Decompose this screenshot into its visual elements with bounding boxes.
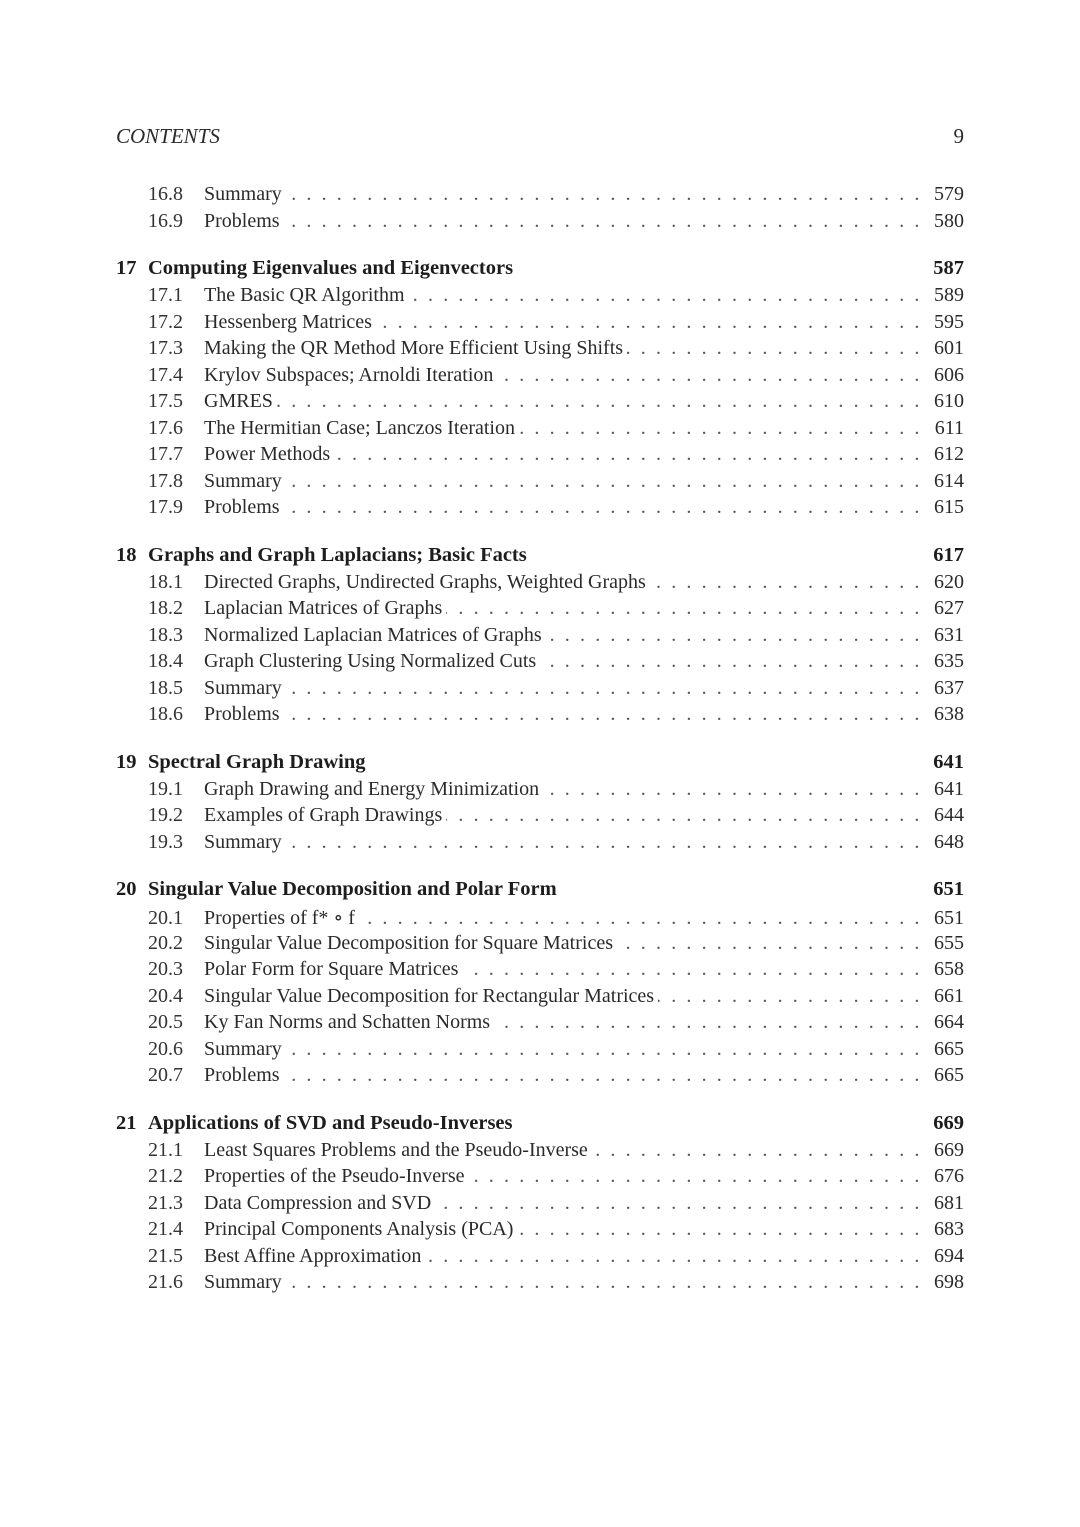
section-title: Summary: [204, 1037, 282, 1060]
toc-section-entry[interactable]: [116, 958, 964, 985]
section-title: Hessenberg Matrices: [204, 310, 372, 333]
dot-leader: [543, 778, 928, 801]
toc-section-entry[interactable]: [116, 1011, 964, 1038]
toc-section-entry[interactable]: [116, 703, 964, 730]
section-number: 19.1: [148, 777, 183, 800]
toc-section-entry[interactable]: [116, 597, 964, 624]
section-page-number: 676: [934, 1165, 964, 1187]
section-title: Properties of the Pseudo-Inverse: [204, 1165, 465, 1187]
dot-leader: [286, 1271, 928, 1294]
dot-leader: [546, 624, 928, 647]
section-page-number: 631: [934, 623, 964, 646]
chapter-title: Singular Value Decomposition and Polar Form: [148, 878, 557, 900]
section-page-number: 589: [934, 284, 964, 306]
chapter-title: Computing Eigenvalues and Eigenvectors: [148, 257, 514, 279]
section-title: Least Squares Problems and the Pseudo-Inverse: [204, 1138, 588, 1161]
dot-leader: [376, 311, 928, 334]
section-number: 20.4: [148, 984, 183, 1007]
toc-section-entry[interactable]: [116, 650, 964, 677]
section-page-number: 664: [934, 1011, 964, 1033]
dot-leader: [517, 1218, 928, 1241]
section-title: Normalized Laplacian Matrices of Graphs: [204, 623, 542, 646]
section-title: GMRES: [204, 390, 273, 412]
section-page-number: 665: [934, 1037, 964, 1060]
toc-chapter-entry[interactable]: [116, 257, 964, 284]
section-page-number: 615: [934, 496, 964, 518]
section-number: 19.2: [148, 804, 183, 826]
dot-leader: [284, 210, 928, 233]
chapter-page-number: 617: [933, 543, 964, 566]
dot-leader: [650, 571, 928, 594]
section-number: 21.1: [148, 1138, 183, 1161]
section-title: Graph Drawing and Energy Minimization: [204, 777, 540, 800]
chapter-title: Graphs and Graph Laplacians; Basic Facts: [148, 543, 527, 566]
section-number: 17.1: [148, 284, 183, 306]
section-title: Summary: [204, 1271, 282, 1293]
section-page-number: 601: [934, 337, 964, 359]
section-title: Summary: [204, 830, 282, 853]
section-page-number: 580: [934, 209, 964, 232]
dot-leader: [462, 958, 928, 981]
dot-leader: [446, 597, 928, 620]
section-page-number: 610: [934, 390, 964, 412]
section-number: 21.4: [148, 1218, 183, 1240]
toc-section-entry[interactable]: [116, 390, 964, 417]
toc-section-entry[interactable]: [116, 470, 964, 497]
section-number: 17.7: [148, 443, 183, 465]
dot-leader: [617, 932, 928, 955]
section-number: 16.8: [148, 183, 183, 205]
toc-section-entry[interactable]: [116, 496, 964, 523]
section-number: 18.6: [148, 703, 183, 725]
dot-leader: [446, 804, 928, 827]
dot-leader: [469, 1165, 929, 1188]
section-page-number: 648: [934, 830, 964, 853]
chapter-page-number: 641: [933, 750, 964, 773]
section-page-number: 669: [934, 1138, 964, 1161]
toc-section-entry[interactable]: [116, 1064, 964, 1091]
dot-leader: [284, 496, 928, 519]
running-head: [116, 124, 964, 154]
toc-section-entry[interactable]: [116, 778, 964, 805]
dot-leader: [658, 985, 928, 1008]
toc-section-entry[interactable]: [116, 1165, 964, 1192]
section-page-number: 606: [934, 363, 964, 386]
section-number: 20.7: [148, 1064, 183, 1086]
toc-section-entry[interactable]: [116, 443, 964, 470]
chapter-page-number: 651: [933, 878, 964, 900]
section-number: 17.9: [148, 496, 183, 518]
section-title: Polar Form for Square Matrices: [204, 958, 459, 980]
chapter-number: 18: [116, 543, 137, 566]
section-title: Examples of Graph Drawings: [204, 804, 443, 826]
section-number: 20.5: [148, 1011, 183, 1033]
section-title: The Hermitian Case; Lanczos Iteration: [204, 416, 515, 439]
toc-section-entry[interactable]: [116, 1139, 964, 1166]
section-title: Problems: [204, 209, 280, 232]
chapter-number: 17: [116, 257, 137, 279]
section-title: Laplacian Matrices of Graphs: [204, 597, 443, 619]
toc-section-entry[interactable]: [116, 1245, 964, 1272]
chapter-number: 19: [116, 750, 137, 773]
section-title: Directed Graphs, Undirected Graphs, Weighted Graphs: [204, 570, 646, 593]
section-page-number: 694: [934, 1244, 964, 1267]
toc-section-entry[interactable]: [116, 183, 964, 210]
dot-leader: [359, 907, 928, 930]
section-title: Making the QR Method More Efficient Using Shifts: [204, 337, 624, 359]
section-number: 20.3: [148, 958, 183, 980]
section-page-number: 635: [934, 650, 964, 672]
section-number: 21.6: [148, 1271, 183, 1293]
section-title: Graph Clustering Using Normalized Cuts: [204, 650, 537, 672]
dot-leader: [435, 1192, 928, 1215]
dot-leader: [592, 1139, 928, 1162]
toc-section-entry[interactable]: [116, 831, 964, 858]
section-page-number: 579: [934, 183, 964, 205]
section-page-number: 620: [934, 570, 964, 593]
section-number: 17.5: [148, 390, 183, 412]
toc-chapter-entry[interactable]: [116, 878, 964, 905]
toc-section-entry[interactable]: [116, 624, 964, 651]
toc-section-entry[interactable]: [116, 337, 964, 364]
section-title: Power Methods: [204, 443, 331, 465]
toc-section-entry[interactable]: [116, 1038, 964, 1065]
section-number: 20.2: [148, 931, 183, 954]
toc-section-entry[interactable]: [116, 985, 964, 1012]
section-title: Best Affine Approximation: [204, 1244, 422, 1267]
page-number: 9: [953, 124, 964, 148]
toc-chapter-entry[interactable]: [116, 544, 964, 571]
section-number: 17.6: [148, 416, 183, 439]
section-number: 18.4: [148, 650, 183, 672]
dot-leader: [284, 1064, 928, 1087]
section-page-number: 644: [934, 804, 964, 826]
section-title: Properties of f* ∘ f: [204, 907, 355, 929]
section-number: 20.6: [148, 1037, 183, 1060]
section-page-number: 658: [934, 958, 964, 980]
section-page-number: 698: [934, 1271, 964, 1293]
dot-leader: [409, 284, 928, 307]
dot-leader: [519, 417, 928, 440]
toc-section-entry[interactable]: [116, 364, 964, 391]
section-number: 18.1: [148, 570, 183, 593]
chapter-title: Applications of SVD and Pseudo-Inverses: [148, 1111, 513, 1134]
chapter-number: 20: [116, 878, 137, 900]
dot-leader: [277, 390, 928, 413]
chapter-title: Spectral Graph Drawing: [148, 750, 366, 773]
section-page-number: 595: [934, 310, 964, 333]
section-page-number: 681: [934, 1191, 964, 1214]
section-number: 21.5: [148, 1244, 183, 1267]
toc-section-entry[interactable]: [116, 311, 964, 338]
section-number: 17.2: [148, 310, 183, 333]
section-page-number: 641: [934, 777, 964, 800]
dot-leader: [286, 183, 928, 206]
section-page-number: 612: [934, 443, 964, 465]
chapter-page-number: 587: [933, 257, 964, 279]
toc-section-entry[interactable]: [116, 1192, 964, 1219]
section-number: 18.5: [148, 676, 183, 699]
toc-chapter-entry[interactable]: [116, 1112, 964, 1139]
dot-leader: [286, 470, 928, 493]
dot-leader: [286, 1038, 928, 1061]
section-number: 17.3: [148, 337, 183, 359]
section-page-number: 638: [934, 703, 964, 725]
section-number: 21.2: [148, 1165, 183, 1187]
section-title: The Basic QR Algorithm: [204, 284, 405, 306]
section-title: Singular Value Decomposition for Rectangular Matrices: [204, 984, 655, 1007]
toc-section-entry[interactable]: [116, 417, 964, 444]
section-number: 17.8: [148, 469, 183, 492]
toc-section-entry[interactable]: [116, 1271, 964, 1298]
chapter-number: 21: [116, 1111, 137, 1134]
running-head-title: CONTENTS: [116, 124, 220, 148]
dot-leader: [497, 364, 928, 387]
section-title: Principal Components Analysis (PCA): [204, 1218, 514, 1240]
dot-leader: [286, 677, 928, 700]
section-title: Summary: [204, 183, 282, 205]
toc-section-entry[interactable]: [116, 905, 964, 932]
toc-chapter-entry[interactable]: [116, 751, 964, 778]
toc-section-entry[interactable]: [116, 677, 964, 704]
toc-section-entry[interactable]: [116, 571, 964, 598]
section-title: Problems: [204, 496, 280, 518]
section-page-number: 627: [934, 597, 964, 619]
section-title: Summary: [204, 676, 282, 699]
section-title: Data Compression and SVD: [204, 1191, 432, 1214]
section-title: Summary: [204, 469, 282, 492]
dot-leader: [494, 1011, 928, 1034]
dot-leader: [627, 337, 928, 360]
dot-leader: [334, 443, 928, 466]
section-page-number: 614: [934, 469, 964, 492]
section-title: Ky Fan Norms and Schatten Norms: [204, 1011, 491, 1033]
section-title: Problems: [204, 1064, 280, 1086]
toc-section-entry[interactable]: [116, 804, 964, 831]
section-number: 17.4: [148, 363, 183, 386]
section-title: Problems: [204, 703, 280, 725]
section-number: 16.9: [148, 209, 183, 232]
chapter-page-number: 669: [933, 1111, 964, 1134]
section-number: 19.3: [148, 830, 183, 853]
section-page-number: 637: [934, 676, 964, 699]
dot-leader: [425, 1245, 928, 1268]
toc-section-entry[interactable]: [116, 1218, 964, 1245]
section-title: Krylov Subspaces; Arnoldi Iteration: [204, 363, 494, 386]
toc-section-entry[interactable]: [116, 932, 964, 959]
section-page-number: 665: [934, 1064, 964, 1086]
dot-leader: [286, 831, 928, 854]
section-number: 21.3: [148, 1191, 183, 1214]
table-of-contents: [116, 183, 964, 1298]
dot-leader: [284, 703, 928, 726]
section-title: Singular Value Decomposition for Square Matrices: [204, 931, 613, 954]
section-page-number: 611: [934, 416, 964, 439]
section-number: 18.2: [148, 597, 183, 619]
section-number: 18.3: [148, 623, 183, 646]
section-page-number: 683: [934, 1218, 964, 1240]
toc-section-entry[interactable]: [116, 284, 964, 311]
toc-section-entry[interactable]: [116, 210, 964, 237]
section-page-number: 651: [934, 907, 964, 929]
dot-leader: [540, 650, 928, 673]
section-number: 20.1: [148, 907, 183, 929]
section-page-number: 661: [934, 984, 964, 1007]
section-page-number: 655: [934, 931, 964, 954]
